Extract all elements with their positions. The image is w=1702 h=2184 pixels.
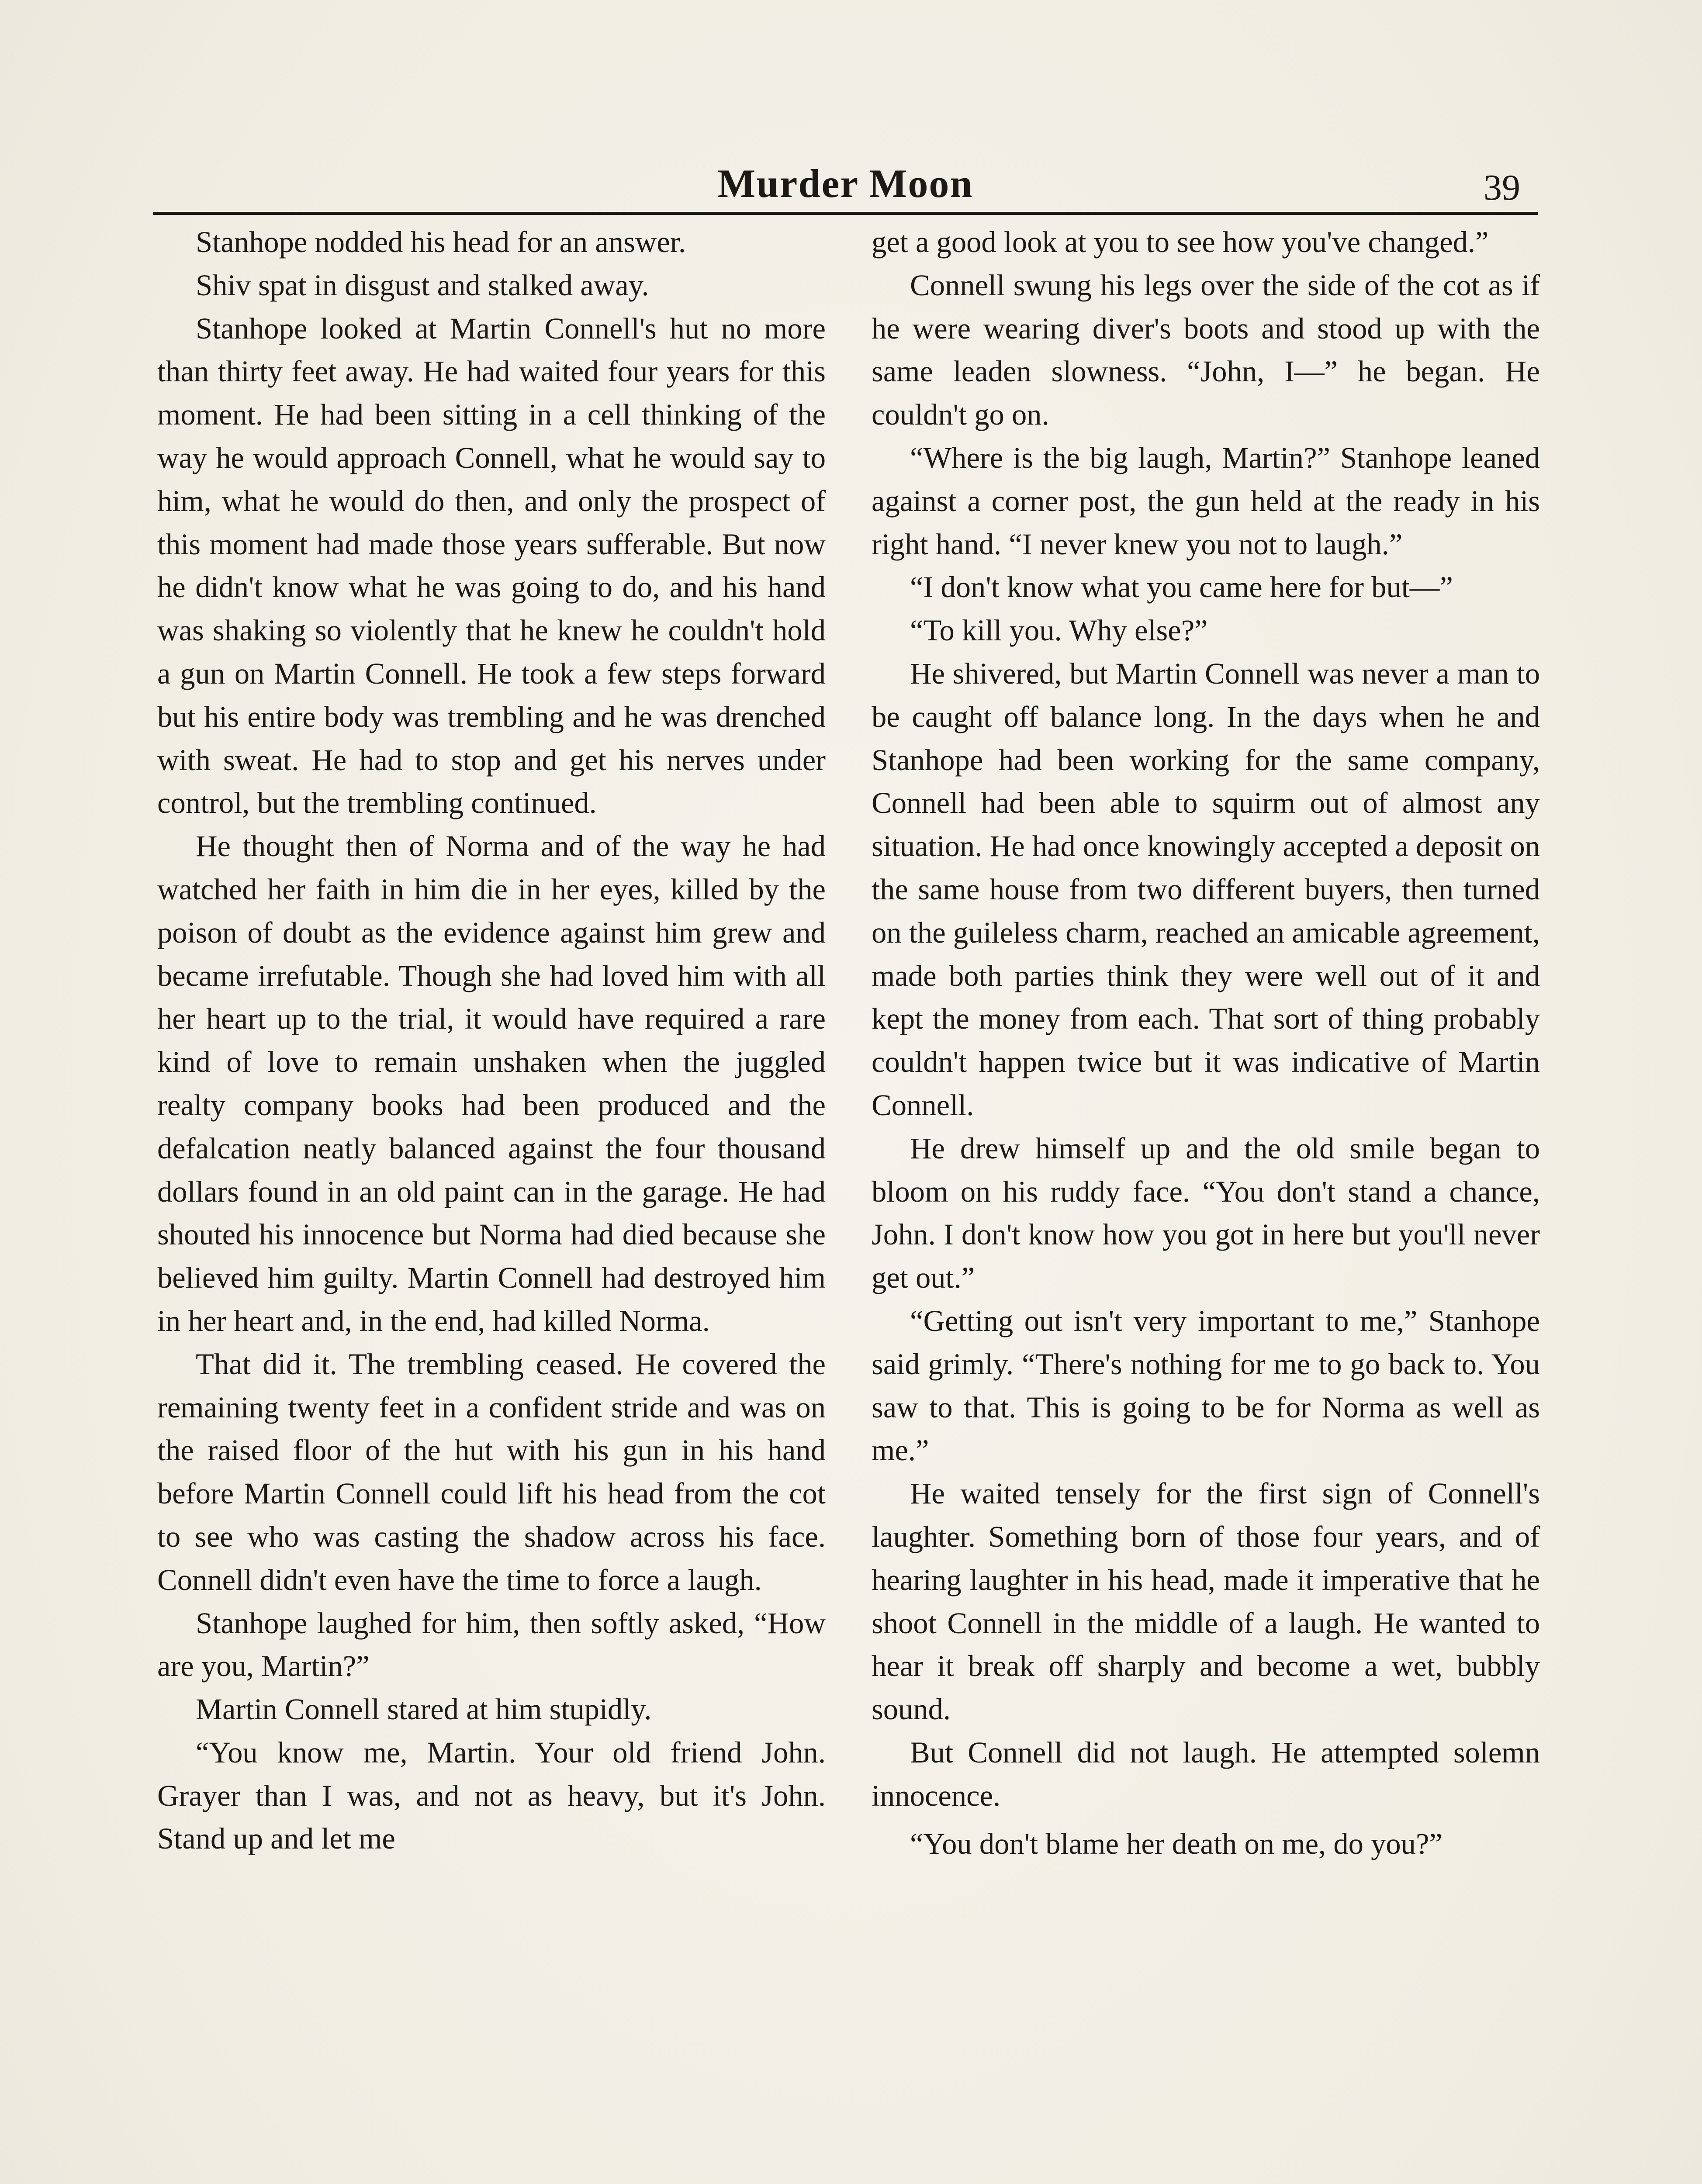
page-title: Murder Moon	[717, 161, 973, 206]
page-header	[153, 155, 1538, 215]
paragraph: Martin Connell stared at him stupidly.	[196, 1693, 652, 1726]
paragraph: He shivered, but Martin Connell was never a man to be caught off balance long. In the days when he and Stanhope had been working for the same company, Connell had been able to squirm out of almost any situation. He had once knowingly accepted a deposit on the same house from two different buyers, then turned on the guileless charm, reached an amicable agreement, made both parties think they were well out of it and kept the money from each. That sort of thing probably couldn't happen twice but it was indicative of Martin Connell.	[872, 657, 1540, 1122]
left-text-column	[157, 221, 826, 1860]
paragraph: “You know me, Martin. Your old friend John. Grayer than I was, and not as heavy, but it's John. Stand up and let me	[157, 1735, 826, 1856]
paragraph: Connell swung his legs over the side of the cot as if he were wearing diver's boots and stood up with the same leaden slowness. “John, I—” he began. He couldn't go on.	[872, 268, 1540, 432]
paragraph: get a good look at you to see how you've changed.”	[872, 225, 1489, 259]
paragraph: “Getting out isn't very important to me,” Stanhope said grimly. “There's nothing for me to go back to. You saw to that. This is going to be for Norma as well as me.”	[872, 1304, 1540, 1467]
paragraph: He drew himself up and the old smile began to bloom on his ruddy face. “You don't stand a chance, John. I don't know how you got in here but you'll never get out.”	[872, 1131, 1540, 1295]
paragraph: “Where is the big laugh, Martin?” Stanhope leaned against a corner post, the gun held at the ready in his right hand. “I never knew you not to laugh.”	[872, 441, 1540, 561]
paragraph: Stanhope nodded his head for an answer.	[196, 225, 686, 259]
paragraph: Stanhope looked at Martin Connell's hut no more than thirty feet away. He had waited four years for this moment. He had been sitting in a cell thinking of the way he would approach Connell, what he would say to him, what he would do then, and only the prospect of this moment had made those years sufferable. But now he didn't know what he was going to do, and his hand was shaking so violently that he knew he couldn't hold a gun on Martin Connell. He took a few steps forward but his entire body was trembling and he was drenched with sweat. He had to stop and get his nerves under control, but the trembling continued.	[157, 311, 826, 820]
paragraph: He thought then of Norma and of the way he had watched her faith in him die in her eyes, killed by the poison of doubt as the evidence against him grew and became irrefutable. Though she had loved him with all her heart up to the trial, it would have required a rare kind of love to remain unshaken when the juggled realty company books had been produced and the defalcation neatly balanced against the four thousand dollars found in an old paint can in the garage. He had shouted his innocence but Norma had died because she believed him guilty. Martin Connell had destroyed him in her heart and, in the end, had killed Norma.	[157, 829, 826, 1337]
right-text-column	[872, 221, 1540, 1866]
paragraph: “You don't blame her death on me, do you?”	[910, 1827, 1443, 1861]
paragraph: That did it. The trembling ceased. He covered the remaining twenty feet in a confident stride and was on the raised floor of the hut with his gun in his hand before Martin Connell could lift his head from the cot to see who was casting the shadow across his face. Connell didn't even have the time to force a laugh.	[157, 1347, 826, 1597]
page-number: 39	[1484, 167, 1520, 208]
paragraph: “To kill you. Why else?”	[910, 614, 1208, 647]
paragraph: Shiv spat in disgust and stalked away.	[196, 268, 649, 302]
paragraph: “I don't know what you came here for but—”	[910, 570, 1453, 604]
paragraph: But Connell did not laugh. He attempted solemn innocence.	[872, 1735, 1540, 1812]
paragraph: He waited tensely for the first sign of Connell's laughter. Something born of those four years, and of hearing laughter in his head, made it imperative that he shoot Connell in the middle of a laugh. He wanted to hear it break off sharply and become a wet, bubbly sound.	[872, 1477, 1540, 1726]
paragraph: Stanhope laughed for him, then softly asked, “How are you, Martin?”	[157, 1606, 826, 1683]
